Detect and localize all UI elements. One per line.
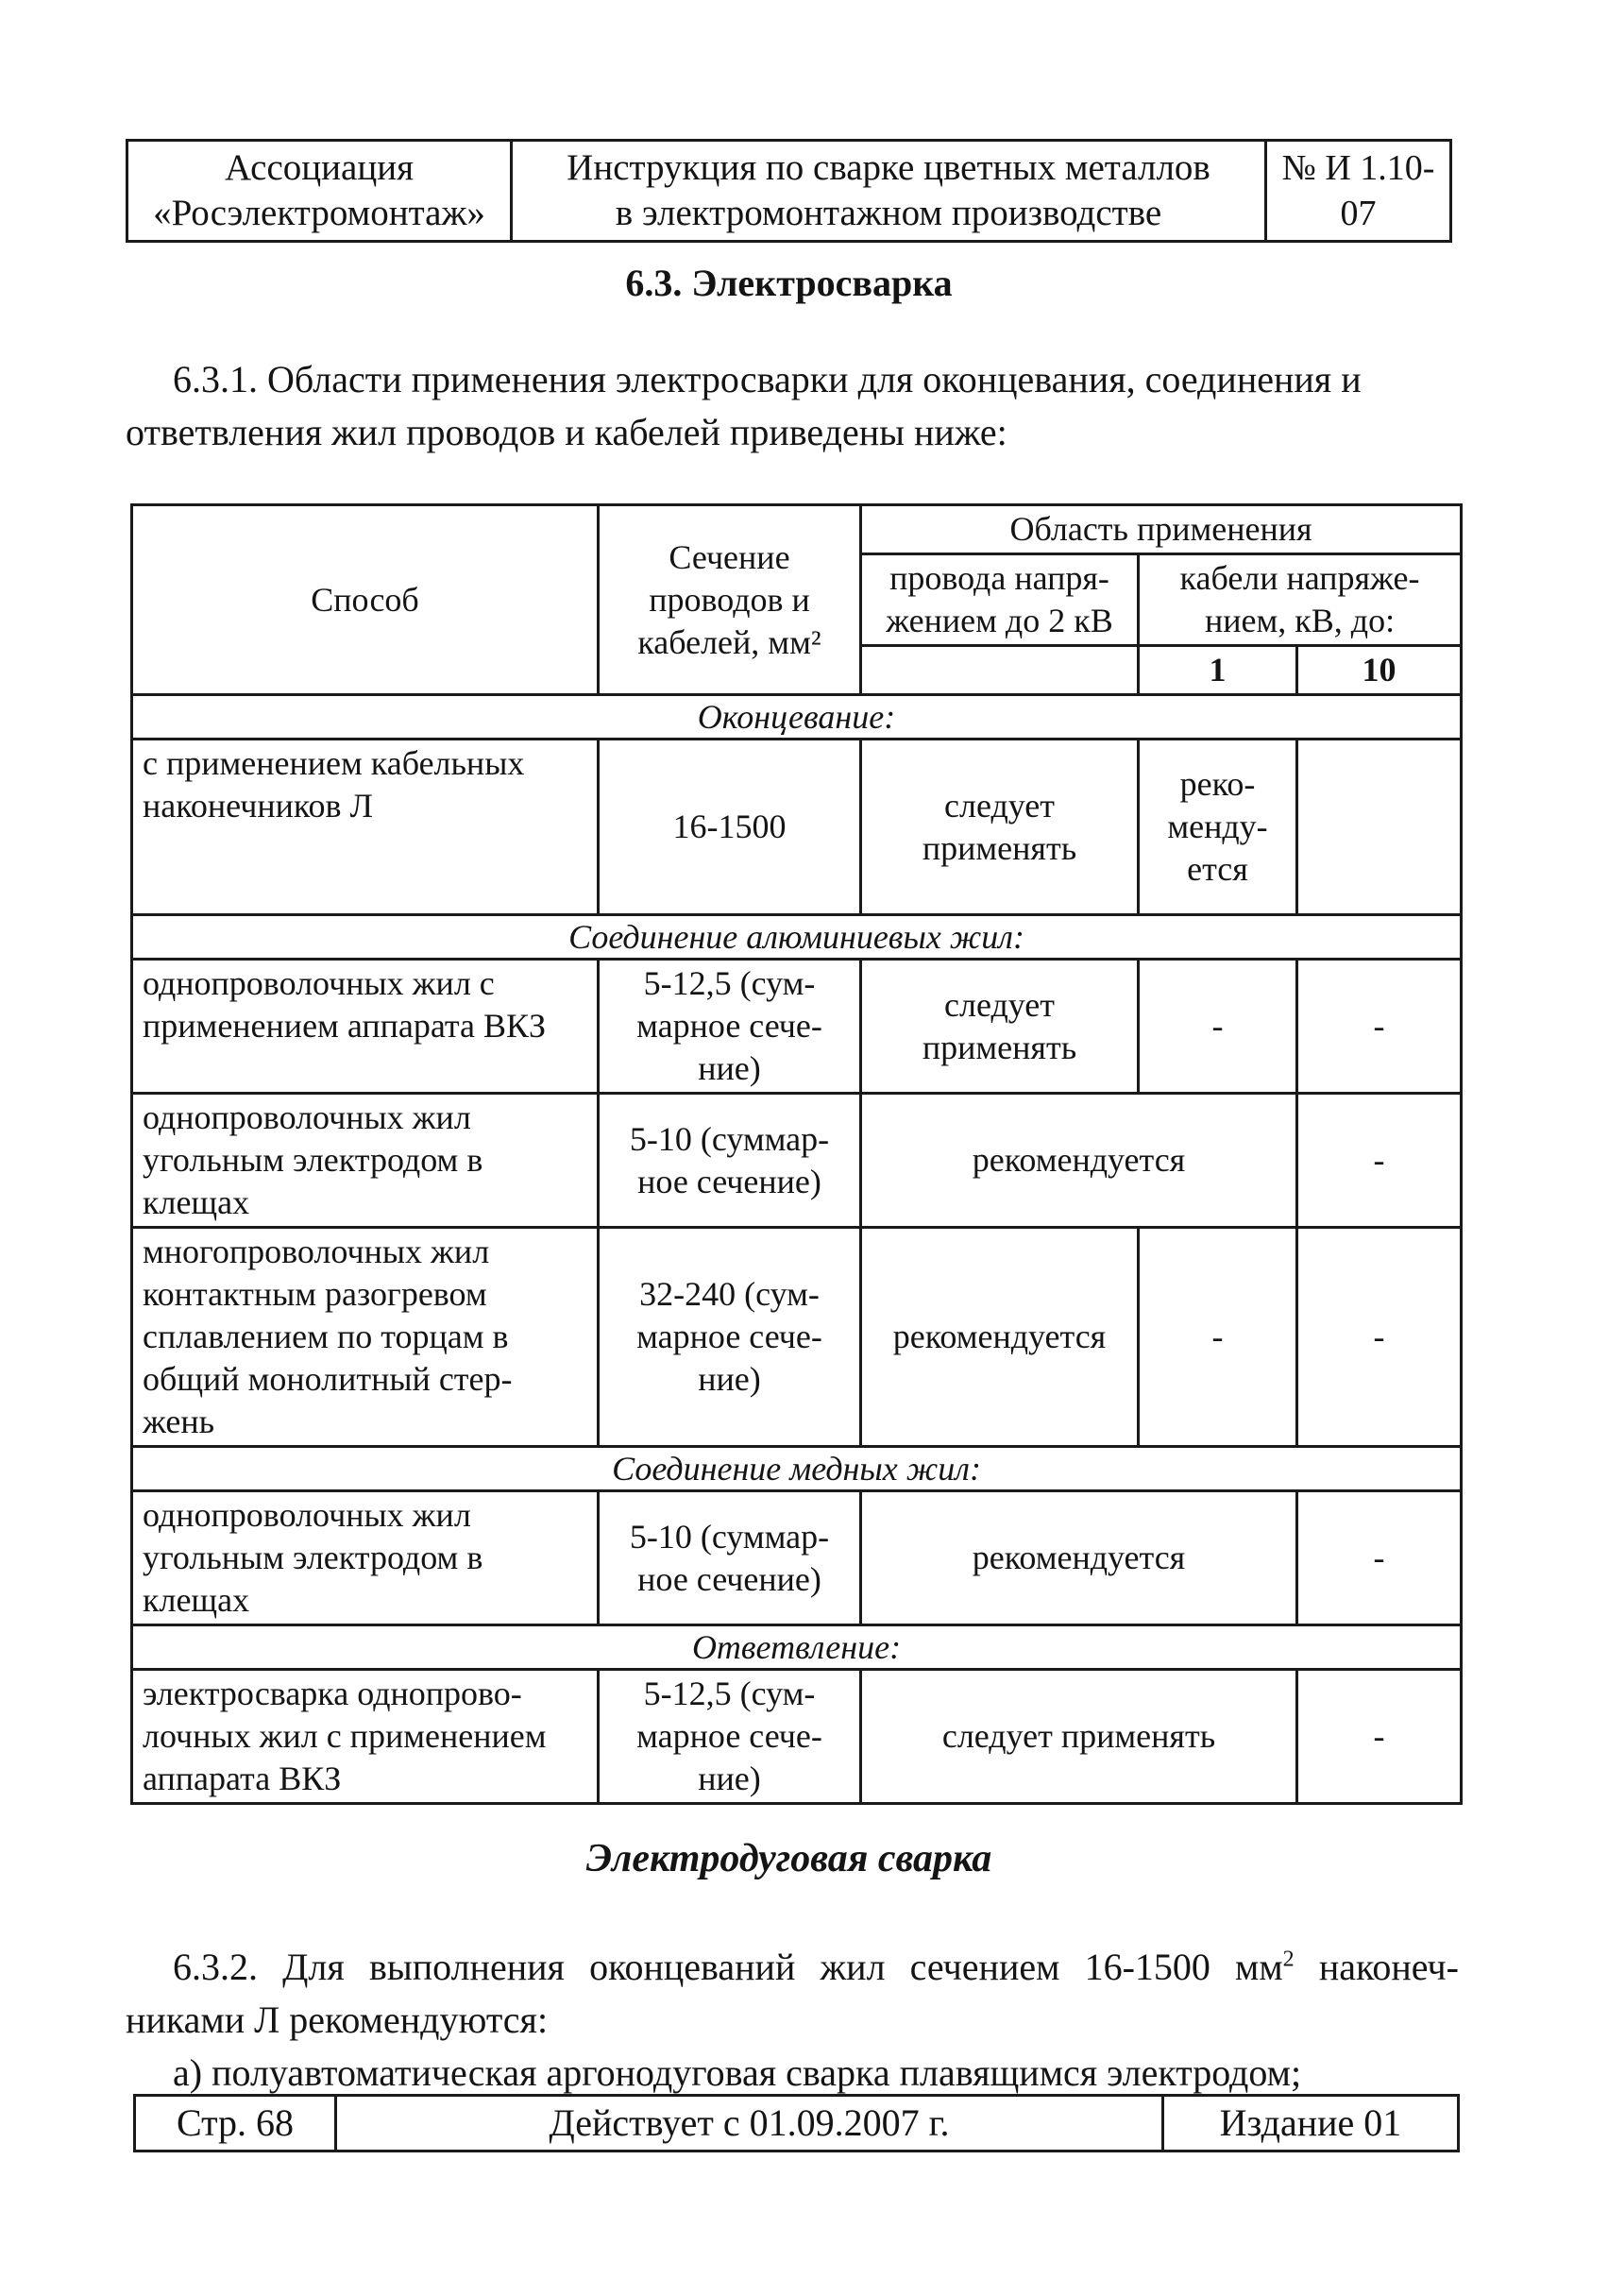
document-title-cell xyxy=(512,141,1266,242)
header-wires-line1: провода напря- xyxy=(889,559,1109,597)
header-voltage-1: 1 xyxy=(1139,646,1297,695)
header-cables-line1: кабели напряже- xyxy=(1179,559,1420,597)
method-cell xyxy=(132,960,599,1094)
header-wires-line2: жением до 2 кВ xyxy=(886,602,1113,639)
cross-section-text: ние) xyxy=(698,1360,761,1398)
cross-section-text: 5-12,5 (сум- xyxy=(643,964,816,1002)
table-row xyxy=(132,1228,1462,1447)
wires-text: применять xyxy=(922,828,1077,867)
method-text: сплавлением по торцам в xyxy=(143,1318,509,1355)
header-voltage-10: 10 xyxy=(1297,646,1462,695)
cable-1kv-cell xyxy=(1139,740,1297,915)
organization-name-line2: «Росэлектромонтаж» xyxy=(153,193,485,233)
section-title: 6.3. Электросварка xyxy=(625,262,953,304)
cross-section-cell xyxy=(599,1491,861,1625)
group-aluminum-joining: Соединение алюминиевых жил: xyxy=(132,915,1462,960)
cable-1kv-text: реко- xyxy=(1179,765,1256,803)
cross-section-text: 32-240 (сум- xyxy=(639,1275,820,1313)
method-text: угольным электродом в xyxy=(143,1539,483,1576)
wires-cable-1kv-cell: рекомендуется xyxy=(861,1094,1297,1228)
table-row xyxy=(132,1491,1462,1625)
method-text: однопроволочных жил xyxy=(143,1098,471,1136)
method-text: клещах xyxy=(143,1581,250,1619)
table-row xyxy=(132,1094,1462,1228)
edition: Издание 01 xyxy=(1163,2096,1459,2151)
header-cross-section-line3: кабелей, мм² xyxy=(637,622,821,661)
method-text: с применением кабельных xyxy=(143,744,525,782)
method-text: клещах xyxy=(143,1183,250,1221)
cross-section-cell xyxy=(599,960,861,1094)
subsection-title: Электродуговая сварка xyxy=(585,1837,992,1880)
method-text: угольным электродом в xyxy=(143,1141,483,1179)
application-table xyxy=(130,503,1463,1805)
group-branching: Ответвление: xyxy=(132,1625,1462,1670)
header-method: Способ xyxy=(132,505,599,695)
method-text: аппарата ВКЗ xyxy=(143,1760,342,1797)
document-title-line2: в электромонтажном производстве xyxy=(615,193,1162,233)
cross-section-cell: 16-1500 xyxy=(599,740,861,915)
cross-section-text: марное сече- xyxy=(636,1717,822,1755)
group-row xyxy=(132,695,1462,740)
intro-paragraph-line1: 6.3.1. Области применения электросварки для оконцевания, соединения и xyxy=(173,358,1362,400)
group-row xyxy=(132,1625,1462,1670)
group-copper-joining: Соединение медных жил: xyxy=(132,1447,1462,1491)
method-text: многопроволочных жил xyxy=(143,1233,490,1270)
cross-section-text: ние) xyxy=(698,1049,761,1087)
organization-cell xyxy=(127,141,512,242)
intro-paragraph-line2: ответвления жил проводов и кабелей приведены ниже: xyxy=(126,411,1007,453)
header-application-area: Область применения xyxy=(861,505,1462,554)
list-item-a xyxy=(173,2047,1459,2100)
wires-text: следует xyxy=(944,985,1055,1024)
cable-1kv-cell: - xyxy=(1139,1228,1297,1447)
group-termination: Оконцевание: xyxy=(132,695,1462,740)
wires-text: следует xyxy=(944,786,1055,825)
cable-1kv-text: менду- xyxy=(1167,808,1268,845)
superscript-2: 2 xyxy=(1282,1947,1295,1972)
header-empty-cell xyxy=(861,646,1139,695)
organization-name-line1: Ассоциация xyxy=(224,147,415,188)
cable-10kv-cell: - xyxy=(1297,960,1462,1094)
paragraph-6-3-2-line1 xyxy=(126,1941,1459,1994)
wires-cell xyxy=(861,740,1139,915)
list-item-a-text: а) полуавтоматическая аргонодуговая сварка плавящимся электродом; xyxy=(173,2051,1302,2094)
header-cables xyxy=(1139,554,1462,646)
header-wires xyxy=(861,554,1139,646)
table-row xyxy=(132,740,1462,915)
header-cross-section xyxy=(599,505,861,695)
wires-cable-1kv-cell: рекомендуется xyxy=(861,1491,1297,1625)
table-row xyxy=(132,960,1462,1094)
method-text: наконечников Л xyxy=(143,787,373,825)
effective-date: Действует с 01.09.2007 г. xyxy=(336,2096,1163,2151)
header-cables-line2: нием, кВ, до: xyxy=(1204,602,1396,639)
table-header-row xyxy=(132,505,1462,554)
method-cell xyxy=(132,740,599,915)
cross-section-text: 5-10 (суммар- xyxy=(629,1119,830,1158)
paragraph-6-3-2-text: 6.3.2. Для выполнения оконцеваний жил сечением 16-1500 мм xyxy=(173,1946,1283,1988)
method-cell xyxy=(132,1228,599,1447)
paragraph-6-3-2 xyxy=(126,1941,1459,2047)
header-cross-section-line2: проводов и xyxy=(649,580,810,619)
document-number: № И 1.10-07 xyxy=(1266,141,1451,242)
wires-text: применять xyxy=(922,1028,1077,1066)
intro-paragraph xyxy=(126,353,1459,459)
wires-cable-1kv-cell: следует применять xyxy=(861,1670,1297,1804)
cross-section-cell xyxy=(599,1228,861,1447)
group-row xyxy=(132,1447,1462,1491)
document-footer xyxy=(133,2094,1460,2152)
cross-section-cell xyxy=(599,1670,861,1804)
page-number: Стр. 68 xyxy=(135,2096,336,2151)
method-cell xyxy=(132,1491,599,1625)
cross-section-text: ное сечение) xyxy=(637,1162,821,1200)
cable-10kv-cell: - xyxy=(1297,1094,1462,1228)
paragraph-6-3-2-line2: никами Л рекомендуются: xyxy=(126,1998,549,2041)
method-cell xyxy=(132,1094,599,1228)
method-text: применением аппарата ВКЗ xyxy=(143,1007,547,1045)
document-title-line1: Инструкция по сварке цветных металлов xyxy=(567,147,1210,188)
method-text: электросварка однопрово- xyxy=(143,1675,522,1712)
method-cell xyxy=(132,1670,599,1804)
method-text: жень xyxy=(143,1403,215,1440)
method-text: общий монолитный стер- xyxy=(143,1360,513,1398)
method-text: контактным разогревом xyxy=(143,1275,487,1313)
document-header xyxy=(126,139,1452,243)
cross-section-text: марное сече- xyxy=(636,1007,822,1045)
method-text: лочных жил с применением xyxy=(143,1717,547,1755)
method-text: однопроволочных жил с xyxy=(143,964,495,1002)
cross-section-text: марное сече- xyxy=(636,1318,822,1355)
wires-cell: рекомендуется xyxy=(861,1228,1139,1447)
table-row xyxy=(132,1670,1462,1804)
cross-section-text: ние) xyxy=(698,1760,761,1797)
method-text: однопроволочных жил xyxy=(143,1496,471,1534)
cross-section-text: 5-10 (суммар- xyxy=(629,1517,830,1556)
header-cross-section-line1: Сечение xyxy=(669,537,790,576)
cross-section-text: ное сечение) xyxy=(637,1559,821,1598)
wires-cell xyxy=(861,960,1139,1094)
paragraph-6-3-2-text: наконеч- xyxy=(1294,1946,1459,1988)
cable-10kv-cell: - xyxy=(1297,1228,1462,1447)
cable-10kv-cell: - xyxy=(1297,1670,1462,1804)
cable-1kv-cell: - xyxy=(1139,960,1297,1094)
cable-10kv-cell: - xyxy=(1297,1491,1462,1625)
cross-section-text: 5-12,5 (сум- xyxy=(643,1675,816,1712)
cross-section-cell xyxy=(599,1094,861,1228)
cable-1kv-text: ется xyxy=(1187,850,1248,888)
cable-10kv-cell xyxy=(1297,740,1462,915)
group-row xyxy=(132,915,1462,960)
